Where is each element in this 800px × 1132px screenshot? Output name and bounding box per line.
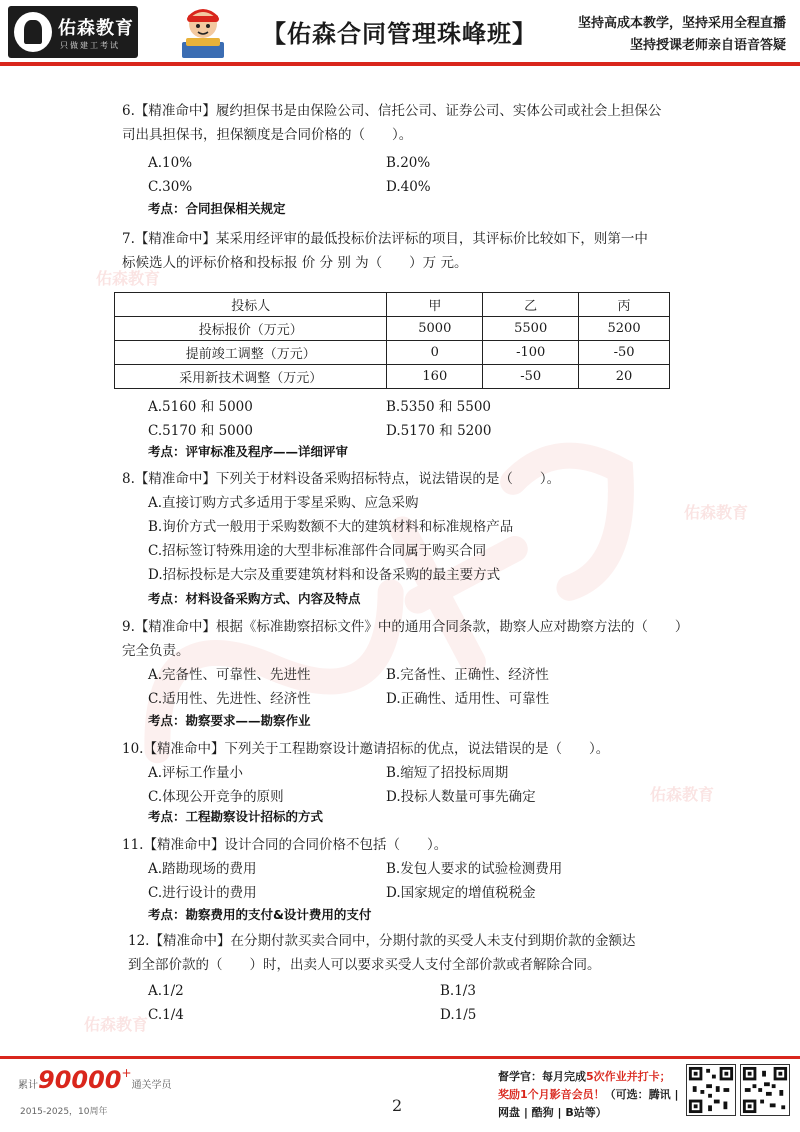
- question-7-option-c: C.5170 和 5000: [148, 423, 253, 439]
- question-11-option-c: C.进行设计的费用: [148, 885, 257, 901]
- question-7-option-a: A.5160 和 5000: [148, 399, 253, 415]
- table-cell: 0: [387, 341, 483, 365]
- header-divider: [0, 62, 800, 66]
- question-9-option-c: C.适用性、先进性、经济性: [148, 691, 311, 707]
- bid-evaluation-table: [114, 292, 670, 389]
- table-header-cell: 投标人: [115, 293, 387, 317]
- table-cell: 投标报价（万元）: [115, 317, 387, 341]
- brand-logo: [8, 6, 138, 58]
- question-10-option-a: A.评标工作量小: [148, 765, 244, 781]
- table-header-cell: 丙: [579, 293, 670, 317]
- table-cell: 5200: [579, 317, 670, 341]
- table-cell: 采用新技术调整（万元）: [115, 365, 387, 389]
- question-8-option-b: B.询价方式一般用于采购数额不大的建筑材料和标准规格产品: [148, 519, 514, 535]
- table-cell: -50: [483, 365, 579, 389]
- question-10-option-c: C.体现公开竞争的原则: [148, 789, 284, 805]
- question-9-stem-line-1: 9.【精准命中】根据《标准勘察招标文件》中的通用合同条款，勘察人应对勘察方法的（ ）: [122, 619, 689, 635]
- question-8-key-point: 考点：材料设备采购方式、内容及特点: [148, 591, 361, 606]
- table-cell: -50: [579, 341, 670, 365]
- watermark-text: 佑森教育: [650, 785, 715, 804]
- question-7-option-b: B.5350 和 5500: [386, 399, 492, 415]
- question-10-stem-line-1: 10.【精准命中】下列关于工程勘察设计邀请招标的优点，说法错误的是（ ）。: [122, 741, 610, 757]
- table-cell: 5000: [387, 317, 483, 341]
- watermark-text: 佑森教育: [84, 1015, 149, 1034]
- question-7-stem-line-1: 7.【精准命中】某采用经评审的最低投标价法评标的项目，其评标价比较如下，则第一中: [122, 231, 648, 247]
- question-10-option-d: D.投标人数量可事先确定: [386, 789, 536, 805]
- question-6-stem-line-1: 6.【精准命中】履约担保书是由保险公司、信托公司、证券公司、实体公司或社会上担保公: [122, 103, 662, 119]
- question-9-option-d: D.正确性、适用性、可靠性: [386, 691, 550, 707]
- learner-count-plus: +: [121, 1066, 132, 1080]
- question-12-option-d: D.1/5: [440, 1007, 477, 1023]
- question-11-option-a: A.踏勘现场的费用: [148, 861, 257, 877]
- question-9-option-b: B.完备性、正确性、经济性: [386, 667, 549, 683]
- table-cell: -100: [483, 341, 579, 365]
- table-header-row: [115, 293, 670, 317]
- logo-seal-icon: [14, 12, 52, 52]
- question-7-stem-line-2: 标候选人的评标价格和投标报 价 分 别 为（ ）万 元。: [122, 255, 468, 271]
- question-8-option-d: D.招标投标是大宗及重要建筑材料和设备采购的最主要方式: [148, 567, 501, 583]
- table-header-cell: 甲: [387, 293, 483, 317]
- question-12-option-b: B.1/3: [440, 983, 476, 999]
- question-12-stem-line-1: 12.【精准命中】在分期付款买卖合同中，分期付款的买受人未支付到期价款的金额达: [128, 933, 636, 949]
- question-12-option-c: C.1/4: [148, 1007, 184, 1023]
- table-cell: 20: [579, 365, 670, 389]
- page-header: [0, 0, 800, 66]
- question-8-stem-line-1: 8.【精准命中】下列关于材料设备采购招标特点，说法错误的是（ ）。: [122, 471, 561, 487]
- table-row: [115, 341, 670, 365]
- table-cell: 5500: [483, 317, 579, 341]
- question-10-option-b: B.缩短了招投标周期: [386, 765, 509, 781]
- question-8-option-a: A.直接订购方式多适用于零星采购、应急采购: [148, 495, 419, 511]
- logo-name: 佑森教育: [58, 18, 134, 39]
- question-6-option-d: D.40%: [386, 179, 431, 195]
- slogan-line-1: 坚持高成本教学，坚持采用全程直播: [577, 16, 786, 31]
- question-10-key-point: 考点：工程勘察设计招标的方式: [148, 809, 324, 824]
- question-11-option-d: D.国家规定的增值税税金: [386, 885, 536, 901]
- question-6-option-a: A.10%: [148, 155, 193, 171]
- watermark-text: 佑森教育: [684, 503, 749, 522]
- promo-text: （可选：腾讯 |: [604, 1088, 679, 1101]
- question-6-key-point: 考点：合同担保相关规定: [148, 201, 286, 216]
- learner-count-number: 90000: [38, 1066, 122, 1094]
- logo-subtitle: 只做建工考试: [60, 41, 120, 50]
- question-12-stem-line-2: 到全部价款的（ ）时，出卖人可以要求买受人支付全部价款或者解除合同。: [128, 957, 601, 973]
- promo-line-2: [498, 1086, 679, 1102]
- slogan-line-2: 坚持授课老师亲自语音答疑: [629, 38, 786, 53]
- anniversary-years: 2015-2025，10周年: [20, 1107, 108, 1117]
- question-11-stem-line-1: 11.【精准命中】设计合同的合同价格不包括（ ）。: [122, 837, 448, 853]
- learner-count-unit: 通关学员: [131, 1080, 172, 1091]
- question-11-key-point: 考点：勘察费用的支付&设计费用的支付: [148, 907, 372, 922]
- question-9-option-a: A.完备性、可靠性、先进性: [148, 667, 311, 683]
- promo-text: 督学官：每月完成: [498, 1070, 586, 1083]
- watermark-text: 佑森教育: [96, 269, 161, 288]
- promo-highlight: 5次作业并打卡；: [586, 1070, 671, 1083]
- promo-line-3: 网盘 | 酷狗 | B站等）: [498, 1106, 607, 1119]
- table-row: [115, 365, 670, 389]
- qr-code-icon: [740, 1064, 790, 1116]
- question-11-option-b: B.发包人要求的试验检测费用: [386, 861, 563, 877]
- qr-code-icon: [686, 1064, 736, 1116]
- question-8-option-c: C.招标签订特殊用途的大型非标准部件合同属于购买合同: [148, 543, 487, 559]
- page-title: 【佑森合同管理珠峰班】: [262, 20, 537, 48]
- question-7-option-d: D.5170 和 5200: [386, 423, 492, 439]
- table-cell: 160: [387, 365, 483, 389]
- question-9-key-point: 考点：勘察要求——勘察作业: [148, 713, 311, 728]
- learner-count-label: 累计: [18, 1080, 38, 1091]
- learner-count: [18, 1066, 172, 1094]
- question-6-option-c: C.30%: [148, 179, 193, 195]
- footer-divider: [0, 1056, 800, 1059]
- question-6-stem-line-2: 司出具担保书，担保额度是合同价格的（ ）。: [122, 127, 413, 143]
- table-row: [115, 317, 670, 341]
- table-cell: 提前竣工调整（万元）: [115, 341, 387, 365]
- promo-line-1: [498, 1068, 671, 1084]
- question-9-stem-line-2: 完全负责。: [122, 643, 190, 659]
- question-7-key-point: 考点：评审标准及程序——详细评审: [148, 444, 349, 459]
- mascot-icon: [178, 4, 228, 60]
- question-6-option-b: B.20%: [386, 155, 431, 171]
- promo-highlight: 奖励1个月影音会员！: [498, 1088, 605, 1101]
- question-12-option-a: A.1/2: [148, 983, 184, 999]
- page-number: 2: [392, 1096, 403, 1115]
- table-header-cell: 乙: [483, 293, 579, 317]
